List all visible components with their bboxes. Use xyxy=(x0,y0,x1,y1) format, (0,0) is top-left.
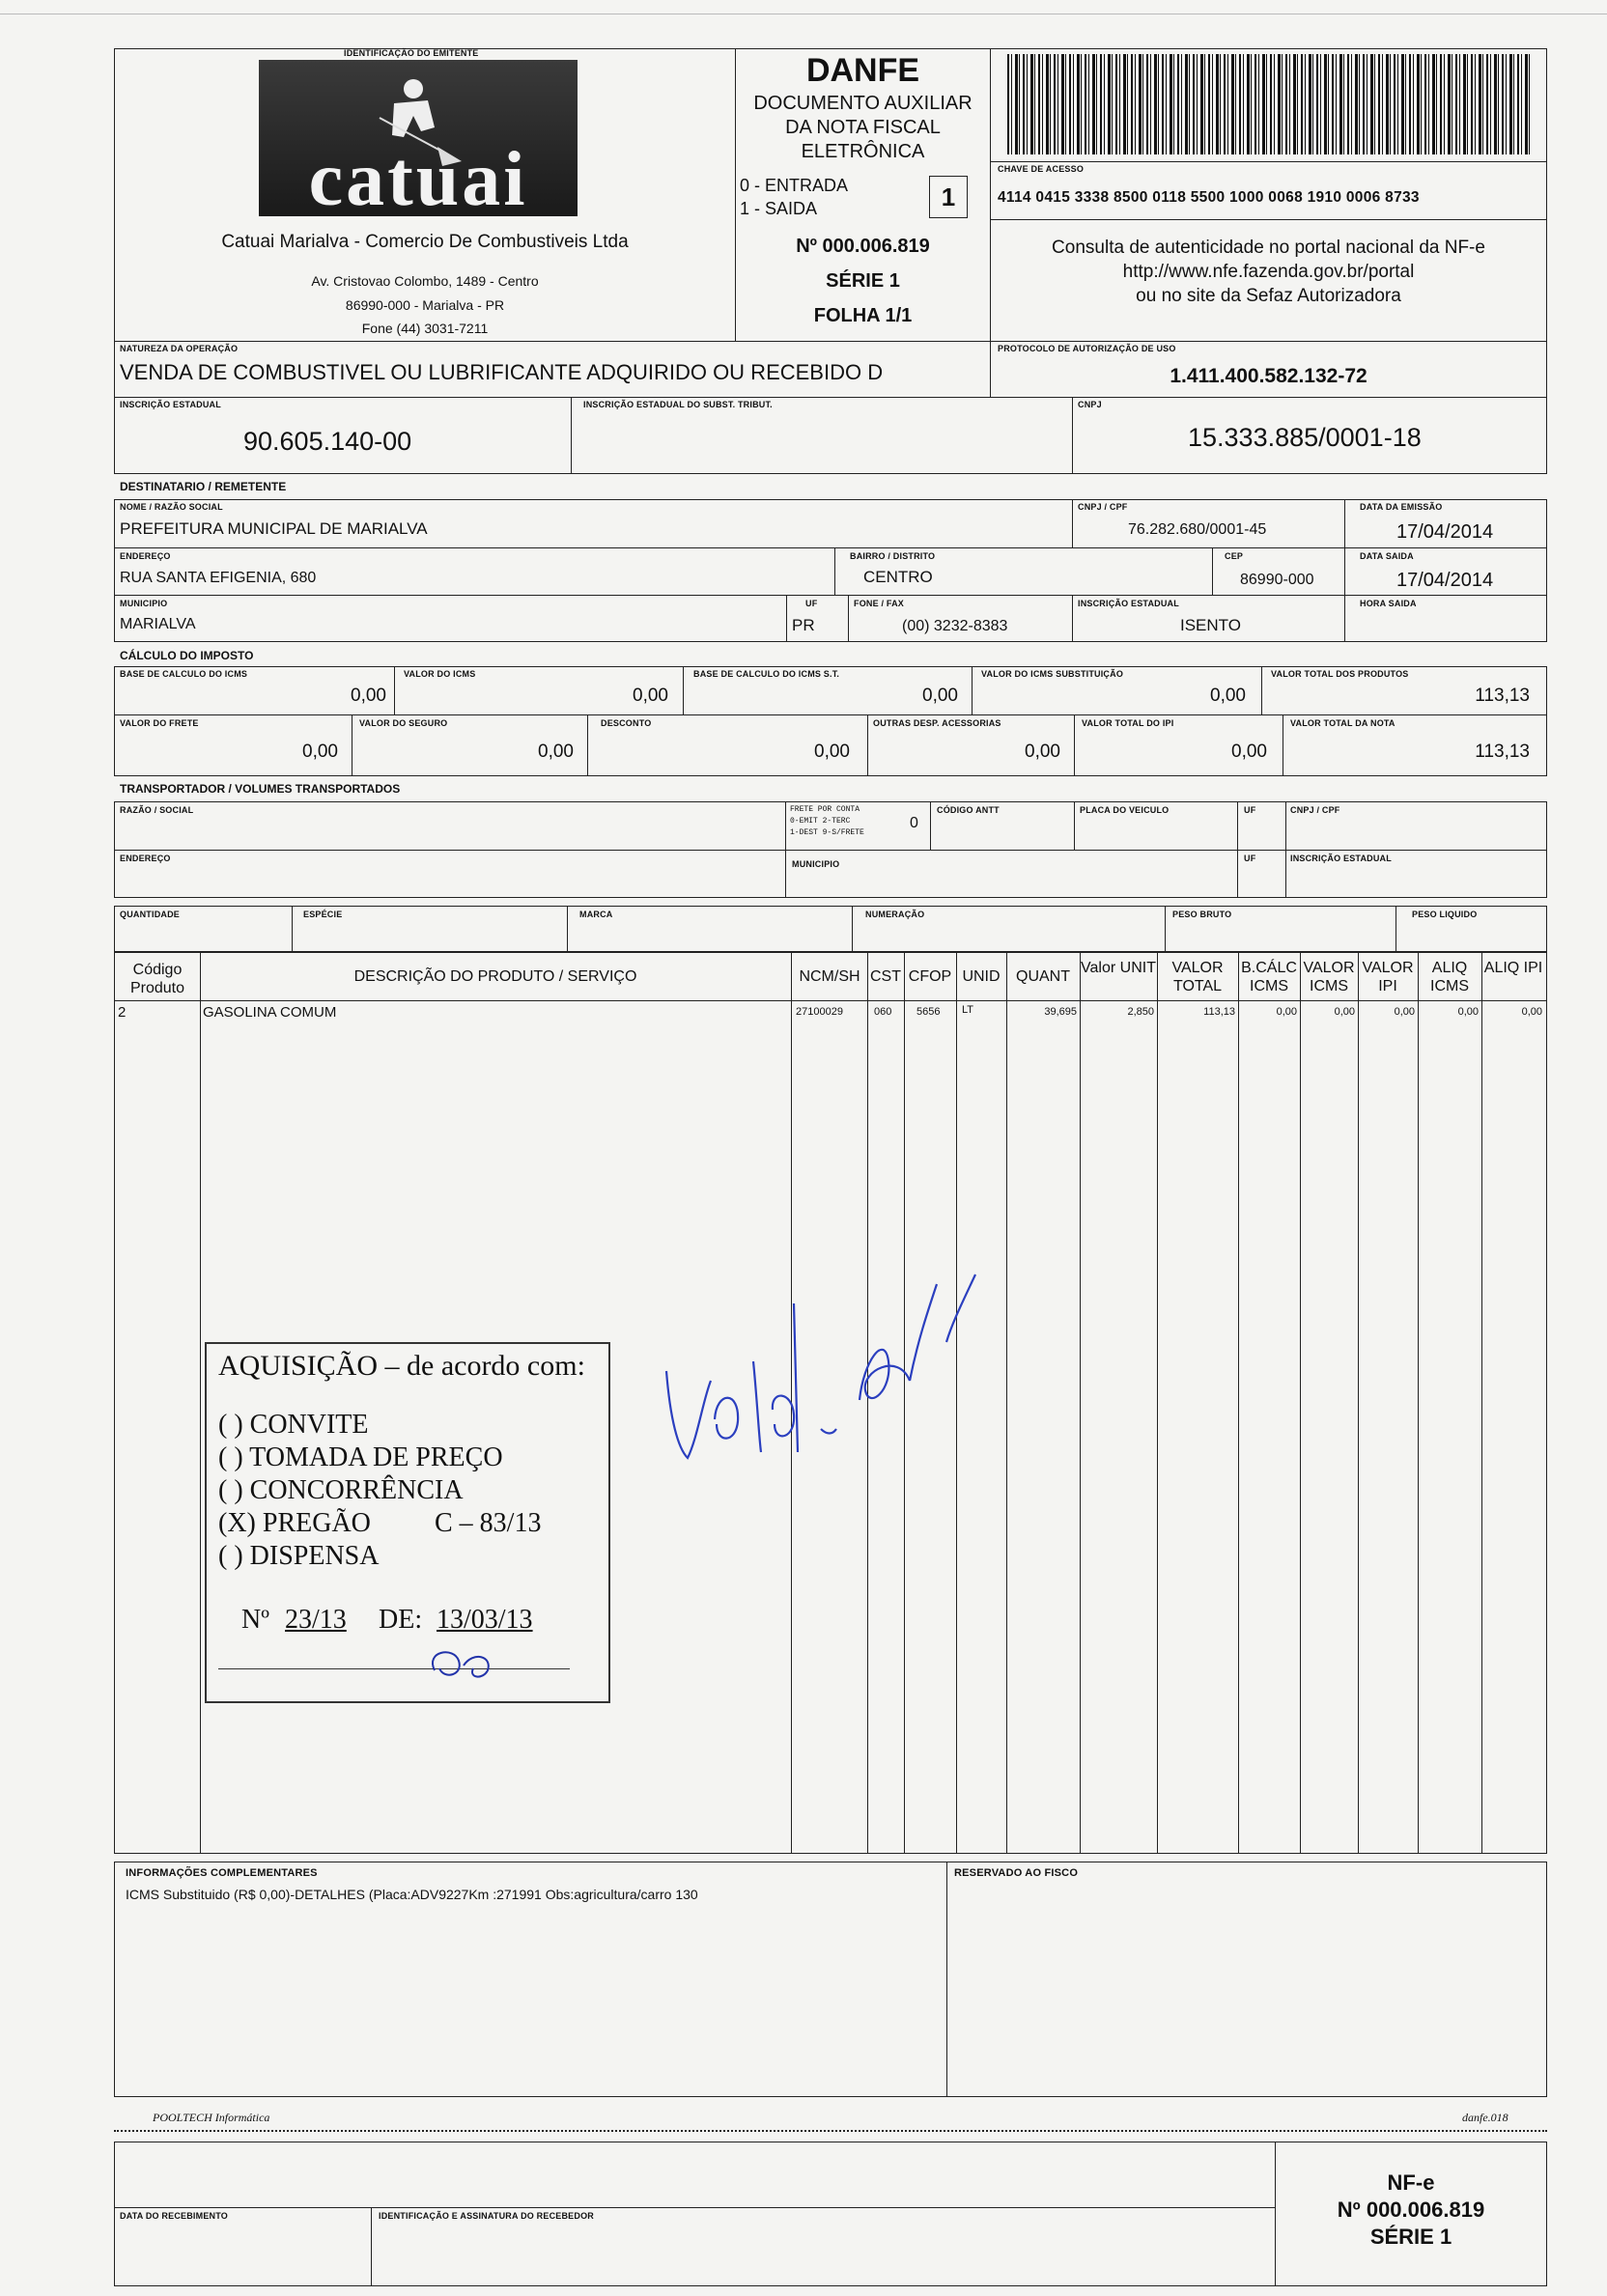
dest-municipio-label: MUNICIPIO xyxy=(120,599,168,608)
prod-header-cst: CST xyxy=(870,968,901,985)
prod-cell-ncm: 27100029 xyxy=(796,1006,843,1018)
stamp-title: AQUISIÇÃO – de acordo com: xyxy=(218,1350,585,1382)
stamp-de-value: 13/03/13 xyxy=(437,1605,533,1635)
imp-col-4b xyxy=(1074,714,1075,776)
danfe-title: DANFE xyxy=(805,52,920,89)
stamp-num-value: 23/13 xyxy=(285,1605,347,1635)
ipi-value: 0,00 xyxy=(1231,742,1267,762)
vol-peso-liquido-label: PESO LIQUIDO xyxy=(1412,910,1478,919)
prod-column-line xyxy=(1006,952,1007,1854)
info-label: INFORMAÇÕES COMPLEMENTARES xyxy=(126,1867,318,1879)
base-st-value: 0,00 xyxy=(922,686,958,706)
frete-value: 0,00 xyxy=(302,742,338,762)
cnpj-value: 15.333.885/0001-18 xyxy=(1188,423,1422,452)
valor-icms-label: VALOR DO ICMS xyxy=(404,669,476,679)
base-st-label: BASE DE CALCULO DO ICMS S.T. xyxy=(693,669,840,679)
valor-st-label: VALOR DO ICMS SUBSTITUIÇÃO xyxy=(981,669,1124,679)
prod-header-quant: QUANT xyxy=(1016,968,1070,985)
vol-col-3 xyxy=(852,906,853,952)
desconto-value: 0,00 xyxy=(814,742,850,762)
prod-column-line xyxy=(1080,952,1081,1854)
chave-divider-1 xyxy=(990,161,1547,162)
prod-cell-aliq-icms: 0,00 xyxy=(1457,1006,1479,1018)
dest-uf-label: UF xyxy=(805,599,818,608)
info-text: ICMS Substituido (R$ 0,00)-DETALHES (Placa:ADV9227Km :271991 Obs:agricultura/carro 130 xyxy=(126,1887,698,1902)
danfe-subtitle-2: DA NOTA FISCAL xyxy=(785,117,941,138)
company-logo xyxy=(259,60,578,222)
frete-label: VALOR DO FRETE xyxy=(120,718,199,728)
transp-frete-inner-divider xyxy=(930,801,931,850)
dest-nome: PREFEITURA MUNICIPAL DE MARIALVA xyxy=(120,519,428,538)
total-prod-value: 113,13 xyxy=(1475,686,1530,706)
consulta-line-2: http://www.nfe.fazenda.gov.br/portal xyxy=(1122,262,1415,282)
imposto-section-title: CÁLCULO DO IMPOSTO xyxy=(120,649,254,662)
prod-header-bcalc-icms: B.CÁLC ICMS xyxy=(1241,960,1297,994)
transp-frete-text-2: 0-EMIT 2-TERC xyxy=(790,817,851,826)
prod-cell-bcalc-icms: 0,00 xyxy=(1276,1006,1297,1018)
protocolo-label: PROTOCOLO DE AUTORIZAÇÃO DE USO xyxy=(998,344,1176,353)
outras-label: OUTRAS DESP. ACESSORIAS xyxy=(873,718,1001,728)
dest-cep: 86990-000 xyxy=(1240,572,1314,588)
stamp-option-tomada: ( ) TOMADA DE PREÇO xyxy=(218,1442,503,1472)
prod-cell-valor-unit: 2,850 xyxy=(1127,1006,1154,1018)
dest-ie: ISENTO xyxy=(1180,616,1241,634)
footer-right: danfe.018 xyxy=(1462,2111,1508,2124)
dest-row-divider-2 xyxy=(114,595,1547,596)
transp-endereco-label: ENDEREÇO xyxy=(120,854,171,863)
vol-especie-label: ESPÉCIE xyxy=(303,910,343,919)
chave-label: CHAVE DE ACESSO xyxy=(998,164,1085,174)
total-prod-label: VALOR TOTAL DOS PRODUTOS xyxy=(1271,669,1409,679)
transp-cnpj-label: CNPJ / CPF xyxy=(1290,805,1340,815)
prod-header-unid: UNID xyxy=(962,968,1001,985)
prod-column-line xyxy=(1300,952,1301,1854)
canhoto-col-divider xyxy=(371,2207,372,2286)
chave-divider-2 xyxy=(990,219,1547,220)
destinatario-section-title: DESTINATARIO / REMETENTE xyxy=(120,480,287,493)
danfe-tipo-box: 1 xyxy=(929,176,968,218)
cut-line xyxy=(114,2130,1547,2132)
canhoto-assinatura-label: IDENTIFICAÇÃO E ASSINATURA DO RECEBEDOR xyxy=(379,2211,594,2221)
prod-column-line xyxy=(1238,952,1239,1854)
barcode xyxy=(1007,54,1530,154)
produtos-header-divider xyxy=(114,1000,1547,1001)
dest-col-uf xyxy=(786,595,787,642)
dest-saida: 17/04/2014 xyxy=(1396,570,1494,591)
vol-col-1 xyxy=(292,906,293,952)
prod-header-codigo: Código Produto xyxy=(129,962,185,996)
transp-ie-label: INSCRIÇÃO ESTADUAL xyxy=(1290,854,1392,863)
cnpj-label: CNPJ xyxy=(1078,400,1102,409)
danfe-serie: SÉRIE 1 xyxy=(826,270,900,292)
prod-header-valor-total: VALOR TOTAL xyxy=(1171,960,1224,994)
prod-cell-cst: 060 xyxy=(874,1006,892,1018)
ie-value: 90.605.140-00 xyxy=(243,427,412,456)
logo-text: catuai xyxy=(308,137,528,222)
emitente-header-label: IDENTIFICAÇÃO DO EMITENTE xyxy=(344,48,479,58)
emitente-address2: 86990-000 - Marialva - PR xyxy=(345,297,505,313)
imp-col-1a xyxy=(394,666,395,714)
imposto-row-divider xyxy=(114,714,1547,715)
transp-col-placa xyxy=(1074,801,1075,850)
dest-emissao: 17/04/2014 xyxy=(1396,521,1494,543)
outras-value: 0,00 xyxy=(1025,742,1060,762)
canhoto-numero: Nº 000.006.819 xyxy=(1337,2198,1485,2222)
transp-razao-label: RAZÃO / SOCIAL xyxy=(120,805,194,815)
prod-cell-valor-ipi: 0,00 xyxy=(1394,1006,1415,1018)
transp-row-divider xyxy=(114,850,1547,851)
imp-col-4a xyxy=(1261,666,1262,714)
canhoto-serie: SÉRIE 1 xyxy=(1369,2225,1452,2249)
prod-header-cfop: CFOP xyxy=(908,968,952,985)
stamp-option-pregao: (X) PREGÃO xyxy=(218,1508,371,1538)
prod-cell-cfop: 5656 xyxy=(916,1006,941,1018)
danfe-saida: 1 - SAIDA xyxy=(740,199,818,218)
stamp-option-concorrencia: ( ) CONCORRÊNCIA xyxy=(218,1475,464,1505)
stamp-option-convite: ( ) CONVITE xyxy=(218,1410,369,1440)
dest-col-bairro xyxy=(834,547,835,595)
prod-cell-descricao: GASOLINA COMUM xyxy=(203,1004,337,1021)
prod-header-aliq-ipi: ALIQ IPI xyxy=(1483,960,1543,976)
vol-peso-bruto-label: PESO BRUTO xyxy=(1172,910,1232,919)
prod-header-aliq-icms: ALIQ ICMS xyxy=(1430,960,1469,994)
consulta-line-3: ou no site da Sefaz Autorizadora xyxy=(1136,286,1401,306)
consulta-line-1: Consulta de autenticidade no portal nacional da NF-e xyxy=(1052,238,1485,258)
stamp-de-label: DE: xyxy=(379,1605,423,1635)
dest-row-divider-1 xyxy=(114,547,1547,548)
prod-column-line xyxy=(1358,952,1359,1854)
desconto-label: DESCONTO xyxy=(601,718,652,728)
prod-cell-valor-icms: 0,00 xyxy=(1334,1006,1355,1018)
dest-cnpj-label: CNPJ / CPF xyxy=(1078,502,1128,512)
ie-subst-label: INSCRIÇÃO ESTADUAL DO SUBST. TRIBUT. xyxy=(583,400,773,409)
dest-bairro-label: BAIRRO / DISTRITO xyxy=(850,551,936,561)
danfe-subtitle-1: DOCUMENTO AUXILIAR xyxy=(753,93,973,114)
dest-col-fone xyxy=(848,595,849,642)
transp-municipio-label: MUNICIPIO xyxy=(792,859,840,869)
dest-endereco-label: ENDEREÇO xyxy=(120,551,171,561)
ipi-label: VALOR TOTAL DO IPI xyxy=(1082,718,1174,728)
vol-numeracao-label: NUMERAÇÃO xyxy=(865,910,925,919)
prod-column-line xyxy=(1418,952,1419,1854)
stamp-pregao-code: C – 83/13 xyxy=(435,1508,542,1538)
transp-placa-label: PLACA DO VEICULO xyxy=(1080,805,1170,815)
prod-cell-codigo: 2 xyxy=(118,1004,127,1021)
vol-col-2 xyxy=(567,906,568,952)
dest-uf: PR xyxy=(792,616,815,634)
imp-col-3b xyxy=(867,714,868,776)
dest-hora-label: HORA SAIDA xyxy=(1360,599,1417,608)
imp-col-2b xyxy=(587,714,588,776)
transp-antt-label: CÓDIGO ANTT xyxy=(937,805,1000,815)
prod-header-descricao: DESCRIÇÃO DO PRODUTO / SERVIÇO xyxy=(353,968,637,985)
stamp-option-dispensa: ( ) DISPENSA xyxy=(218,1541,380,1571)
base-icms-label: BASE DE CALCULO DO ICMS xyxy=(120,669,248,679)
info-divider xyxy=(946,1862,947,2097)
danfe-entrada: 0 - ENTRADA xyxy=(740,176,849,195)
handwritten-signature-icon xyxy=(657,1246,1004,1516)
footer-left: POOLTECH Informática xyxy=(153,2111,270,2124)
transp-frete-text-1: FRETE POR CONTA xyxy=(790,805,860,814)
total-nota-label: VALOR TOTAL DA NOTA xyxy=(1290,718,1396,728)
imp-col-2a xyxy=(683,666,684,714)
dest-nome-label: NOME / RAZÃO SOCIAL xyxy=(120,502,223,512)
transp-frete-value: 0 xyxy=(910,815,918,831)
seguro-value: 0,00 xyxy=(538,742,574,762)
prod-cell-valor-total: 113,13 xyxy=(1203,1006,1235,1018)
prod-cell-aliq-ipi: 0,00 xyxy=(1521,1006,1542,1018)
transp-frete-text-3: 1-DEST 9-S/FRETE xyxy=(790,828,864,837)
dest-bairro: CENTRO xyxy=(863,568,933,586)
natureza-label: NATUREZA DA OPERAÇÃO xyxy=(120,344,239,353)
prod-header-valor-icms: VALOR ICMS xyxy=(1303,960,1355,994)
dest-col-cnpj xyxy=(1072,499,1073,547)
vol-quantidade-label: QUANTIDADE xyxy=(120,910,180,919)
protocolo-value: 1.411.400.582.132-72 xyxy=(1170,365,1367,387)
dest-col-dates xyxy=(1344,499,1345,642)
emitente-phone: Fone (44) 3031-7211 xyxy=(361,321,489,336)
prod-header-valor-ipi: VALOR IPI xyxy=(1362,960,1414,994)
prod-column-line xyxy=(200,952,201,1854)
vol-col-4 xyxy=(1165,906,1166,952)
dest-municipio: MARIALVA xyxy=(120,616,196,632)
valor-icms-value: 0,00 xyxy=(633,686,668,706)
danfe-subtitle-3: ELETRÔNICA xyxy=(801,141,925,162)
canhoto-nfe: NF-e xyxy=(1387,2170,1435,2195)
prod-header-ncm: NCM/SH xyxy=(799,968,860,985)
chave-value: 4114 0415 3338 8500 0118 5500 1000 0068 1910 0006 8733 xyxy=(998,189,1420,206)
prod-header-valor-unit: Valor UNIT xyxy=(1081,960,1156,976)
ie-label: INSCRIÇÃO ESTADUAL xyxy=(120,400,221,409)
fisco-label: RESERVADO AO FISCO xyxy=(954,1867,1079,1879)
valor-st-value: 0,00 xyxy=(1210,686,1246,706)
prod-cell-quant: 39,695 xyxy=(1044,1006,1077,1018)
transportador-section-title: TRANSPORTADOR / VOLUMES TRANSPORTADOS xyxy=(120,782,401,796)
transp-col-frete xyxy=(785,801,786,898)
danfe-numero: Nº 000.006.819 xyxy=(796,236,930,257)
prod-cell-unid: LT xyxy=(962,1004,974,1016)
dest-col-cep xyxy=(1212,547,1213,595)
prod-column-line xyxy=(1157,952,1158,1854)
natureza-value: VENDA DE COMBUSTIVEL OU LUBRIFICANTE ADQUIRIDO OU RECEBIDO D xyxy=(120,360,884,384)
transp-uf2-label: UF xyxy=(1244,854,1256,863)
dest-cep-label: CEP xyxy=(1225,551,1244,561)
canhoto-data-label: DATA DO RECEBIMENTO xyxy=(120,2211,228,2221)
emitente-name: Catuai Marialva - Comercio De Combustiveis Ltda xyxy=(221,232,629,252)
canhoto-row-divider xyxy=(114,2207,1275,2208)
emitente-address1: Av. Cristovao Colombo, 1489 - Centro xyxy=(311,273,539,289)
transp-uf-label: UF xyxy=(1244,805,1256,815)
danfe-folha: FOLHA 1/1 xyxy=(813,305,913,326)
total-nota-value: 113,13 xyxy=(1475,742,1530,762)
dest-cnpj: 76.282.680/0001-45 xyxy=(1128,521,1267,538)
prod-column-line xyxy=(1481,952,1482,1854)
seguro-label: VALOR DO SEGURO xyxy=(359,718,448,728)
dest-fone: (00) 3232-8383 xyxy=(902,618,1008,634)
stamp-num-label: Nº xyxy=(241,1605,269,1635)
imp-col-3a xyxy=(972,666,973,714)
handwritten-initials-icon xyxy=(406,1632,522,1690)
dest-emissao-label: DATA DA EMISSÃO xyxy=(1360,502,1443,512)
base-icms-value: 0,00 xyxy=(351,686,386,706)
dest-saida-label: DATA SAIDA xyxy=(1360,551,1414,561)
dest-fone-label: FONE / FAX xyxy=(854,599,905,608)
transp-col-uf xyxy=(1237,801,1238,898)
transp-col-cnpj xyxy=(1285,801,1286,898)
vol-marca-label: MARCA xyxy=(579,910,613,919)
dest-endereco: RUA SANTA EFIGENIA, 680 xyxy=(120,570,317,586)
dest-ie-label: INSCRIÇÃO ESTADUAL xyxy=(1078,599,1179,608)
dest-col-ie xyxy=(1072,595,1073,642)
